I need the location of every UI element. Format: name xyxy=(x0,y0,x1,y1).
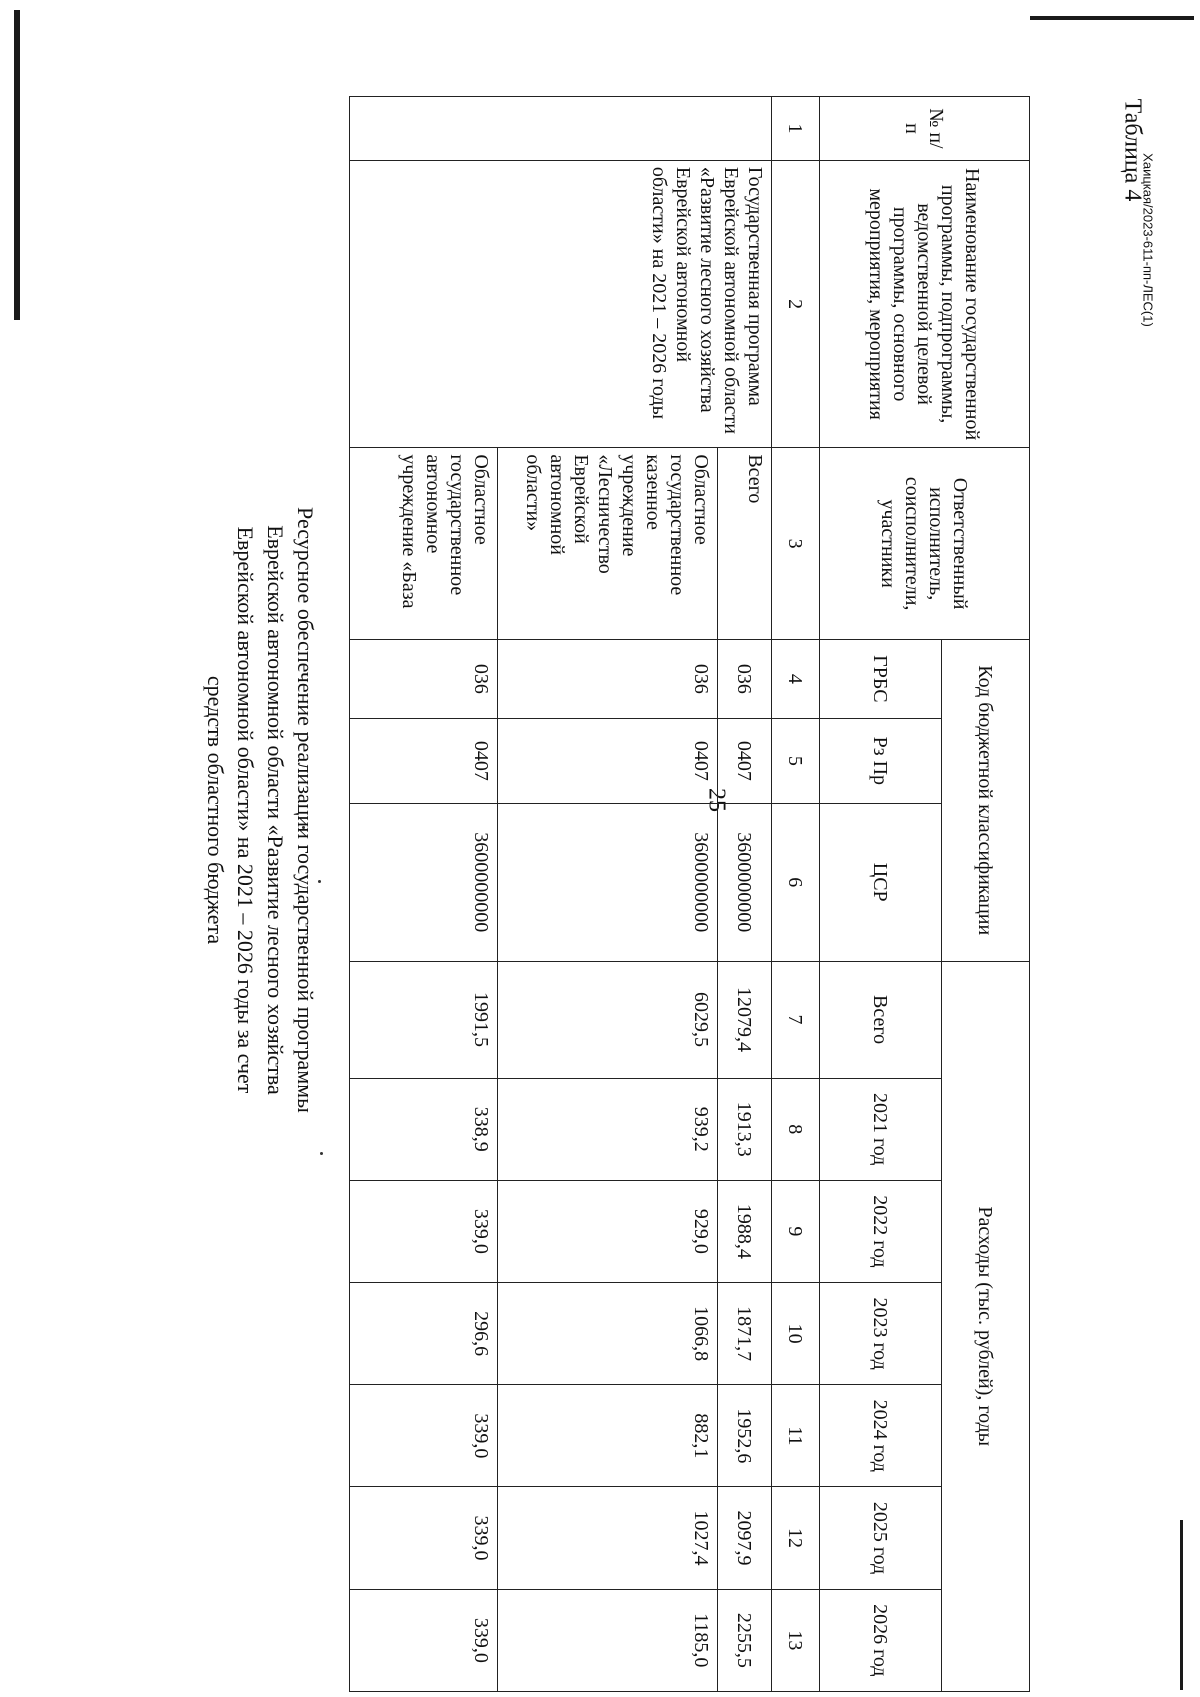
grbs-cell: 036 xyxy=(718,639,772,718)
header-year: 2024 год xyxy=(820,1385,942,1487)
year-value-cell: 2255,5 xyxy=(718,1589,772,1691)
year-value-cell: 1027,4 xyxy=(498,1487,718,1589)
column-number: 4 xyxy=(772,639,820,718)
resource-table-container xyxy=(350,96,1030,1692)
column-number: 10 xyxy=(772,1283,820,1385)
document-title xyxy=(200,430,320,1190)
csr-cell: 3600000000 xyxy=(498,803,718,961)
title-line: средств областного бюджета xyxy=(203,675,228,945)
year-value-cell: 1952,6 xyxy=(718,1385,772,1487)
year-value-cell: 2097,9 xyxy=(718,1487,772,1589)
title-line: Еврейской автономной области» на 2021 – 2026 годы за счет xyxy=(233,526,258,1094)
header-code-group: Код бюджетной классификации xyxy=(942,639,1030,961)
year-value-cell: 1988,4 xyxy=(718,1180,772,1282)
total-cell: 1991,5 xyxy=(350,961,498,1078)
csr-cell: 3600000000 xyxy=(718,803,772,961)
header-num: № п/п xyxy=(820,97,1030,161)
page-number: 25 xyxy=(703,788,730,812)
header-year: 2021 год xyxy=(820,1078,942,1180)
header-expenses-group: Расходы (тыс. рублей), годы xyxy=(942,961,1030,1692)
grbs-cell: 036 xyxy=(498,639,718,718)
year-value-cell: 939,2 xyxy=(498,1078,718,1180)
year-value-cell: 339,0 xyxy=(350,1487,498,1589)
scan-speck xyxy=(320,1152,323,1155)
year-value-cell: 1066,8 xyxy=(498,1283,718,1385)
header-year: 2026 год xyxy=(820,1589,942,1691)
header-total: Всего xyxy=(820,961,942,1078)
program-name-cell: Государственная программа Еврейской автономной области «Развитие лесного хозяйства Еврейской автономной области» на 2021 – 2026 годы xyxy=(350,160,772,447)
executor-cell: Всего xyxy=(718,448,772,640)
title-line: Ресурсное обеспечение реализации государственной программы xyxy=(293,507,318,1113)
year-value-cell: 929,0 xyxy=(498,1180,718,1282)
resource-table xyxy=(349,96,1030,1692)
column-number: 13 xyxy=(772,1589,820,1691)
executor-cell: Областное государственное автономное учреждение «База xyxy=(350,448,498,640)
rzpr-cell: 0407 xyxy=(350,718,498,803)
year-value-cell: 339,0 xyxy=(350,1589,498,1691)
header-name: Наименование государственной программы, подпрограммы, ведомственной целевой программы, основного мероприятия, мероприятия xyxy=(820,160,1030,447)
scan-edge-right xyxy=(1180,1520,1183,1690)
column-number: 6 xyxy=(772,803,820,961)
header-csr: ЦСР xyxy=(820,803,942,961)
total-cell: 6029,5 xyxy=(498,961,718,1078)
csr-cell: 3600000000 xyxy=(350,803,498,961)
year-value-cell: 339,0 xyxy=(350,1180,498,1282)
header-rzpr: Рз Пр xyxy=(820,718,942,803)
table-label: Таблица 4 xyxy=(1119,98,1146,202)
column-number-row xyxy=(772,97,820,1692)
header-executor: Ответственный исполнитель, соисполнители, участники xyxy=(820,448,1030,640)
header-year: 2023 год xyxy=(820,1283,942,1385)
column-number: 2 xyxy=(772,160,820,447)
column-number: 5 xyxy=(772,718,820,803)
total-cell: 12079,4 xyxy=(718,961,772,1078)
year-value-cell: 1913,3 xyxy=(718,1078,772,1180)
column-number: 9 xyxy=(772,1180,820,1282)
header-grbs: ГРБС xyxy=(820,639,942,718)
rzpr-cell: 0407 xyxy=(718,718,772,803)
scan-edge-top-right xyxy=(1030,16,1194,20)
year-value-cell: 296,6 xyxy=(350,1283,498,1385)
column-number: 3 xyxy=(772,448,820,640)
year-value-cell: 339,0 xyxy=(350,1385,498,1487)
table-header-row xyxy=(942,97,1030,1692)
year-value-cell: 1185,0 xyxy=(498,1589,718,1691)
year-value-cell: 1871,7 xyxy=(718,1283,772,1385)
executor-cell: Областное государственное казенное учреждение «Лесничество Еврейской автономной области» xyxy=(498,448,718,640)
column-number: 8 xyxy=(772,1078,820,1180)
header-year: 2025 год xyxy=(820,1487,942,1589)
year-value-cell: 338,9 xyxy=(350,1078,498,1180)
rzpr-cell: 0407 xyxy=(498,718,718,803)
header-year: 2022 год xyxy=(820,1180,942,1282)
column-number: 11 xyxy=(772,1385,820,1487)
scan-edge-top-left xyxy=(14,10,20,320)
program-num-cell xyxy=(350,97,772,161)
title-line: Еврейской автономной области «Развитие лесного хозяйства xyxy=(263,525,288,1095)
column-number: 7 xyxy=(772,961,820,1078)
column-number: 1 xyxy=(772,97,820,161)
document-code: Хаицкая/2023-611-пп-ЛЕС(1) xyxy=(1140,153,1156,327)
table-row xyxy=(718,97,772,1692)
column-number: 12 xyxy=(772,1487,820,1589)
grbs-cell: 036 xyxy=(350,639,498,718)
year-value-cell: 882,1 xyxy=(498,1385,718,1487)
